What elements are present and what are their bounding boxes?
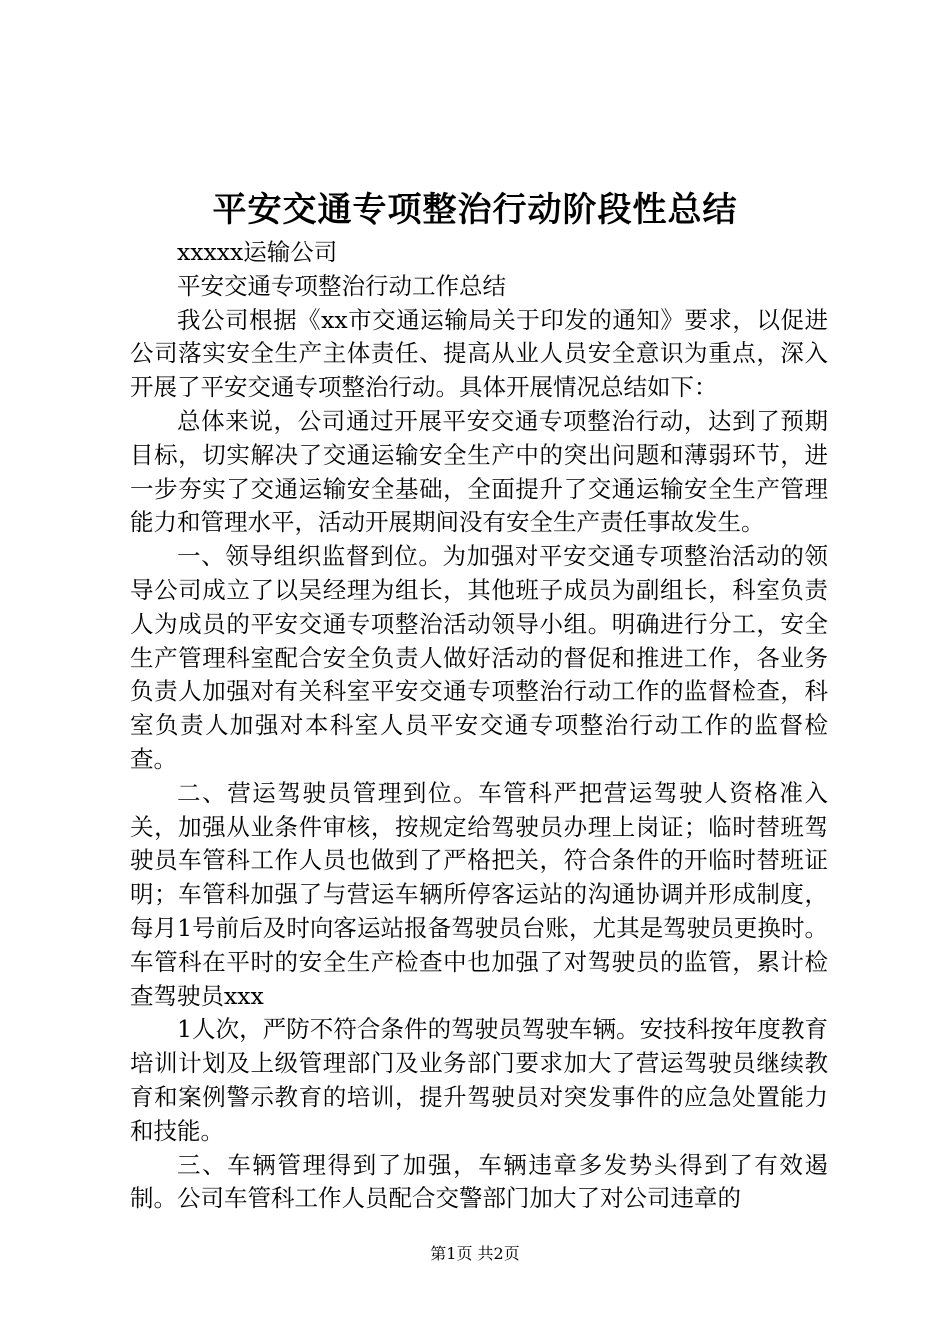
paragraph-section-2-continued: 1人次，严防不符合条件的驾驶员驾驶车辆。安技科按年度教育培训计划及上级管理部门及业务部门要求加大了营运驾驶员继续教育和案例警示教育的培训，提升驾驶员对突发事件的应急处置能力和技能。	[130, 1015, 828, 1145]
company-name: xxxxx运输公司	[177, 238, 338, 266]
document-title: 平安交通专项整治行动阶段性总结	[212, 190, 738, 230]
paragraph-section-2: 二、营运驾驶员管理到位。车管科严把营运驾驶人资格准入关，加强从业条件审核，按规定给驾驶员办理上岗证；临时替班驾驶员车管科工作人员也做到了严格把关，符合条件的开临时替班证明；车管科加强了与营运车辆所停客运站的沟通协调并形成制度，每月1号前后及时向客运站报备驾驶员台账，尤其是驾驶员更换时。车管科在平时的安全生产检查中也加强了对驾驶员的监管，累计检查驾驶员xxx	[130, 778, 828, 1010]
paragraph-section-1: 一、领导组织监督到位。为加强对平安交通专项整治活动的领导公司成立了以吴经理为组长，其他班子成员为副组长，科室负责人为成员的平安交通专项整治活动领导小组。明确进行分工，安全生产管理科室配合安全负责人做好活动的督促和推进工作，各业务负责人加强对有关科室平安交通专项整治行动工作的监督检查，科室负责人加强对本科室人员平安交通专项整治行动工作的监督检查。	[130, 542, 828, 773]
paragraph-intro: 我公司根据《xx市交通运输局关于印发的通知》要求，以促进公司落实安全生产主体责任、提高从业人员安全意识为重点，深入开展了平安交通专项整治行动。具体开展情况总结如下：	[130, 305, 828, 402]
report-subtitle: 平安交通专项整治行动工作总结	[177, 271, 506, 300]
document-body	[130, 236, 828, 1216]
paragraph-section-3: 三、车辆管理得到了加强，车辆违章多发势头得到了有效遏制。公司车管科工作人员配合交警部门加大了对公司违章的	[130, 1150, 828, 1213]
paragraph-summary: 总体来说，公司通过开展平安交通专项整治行动，达到了预期目标，切实解决了交通运输安全生产中的突出问题和薄弱环节，进一步夯实了交通运输安全基础，全面提升了交通运输安全生产管理能力和管理水平，活动开展期间没有安全生产责任事故发生。	[130, 406, 828, 537]
page-footer: 第1页 共2页	[430, 1244, 520, 1263]
